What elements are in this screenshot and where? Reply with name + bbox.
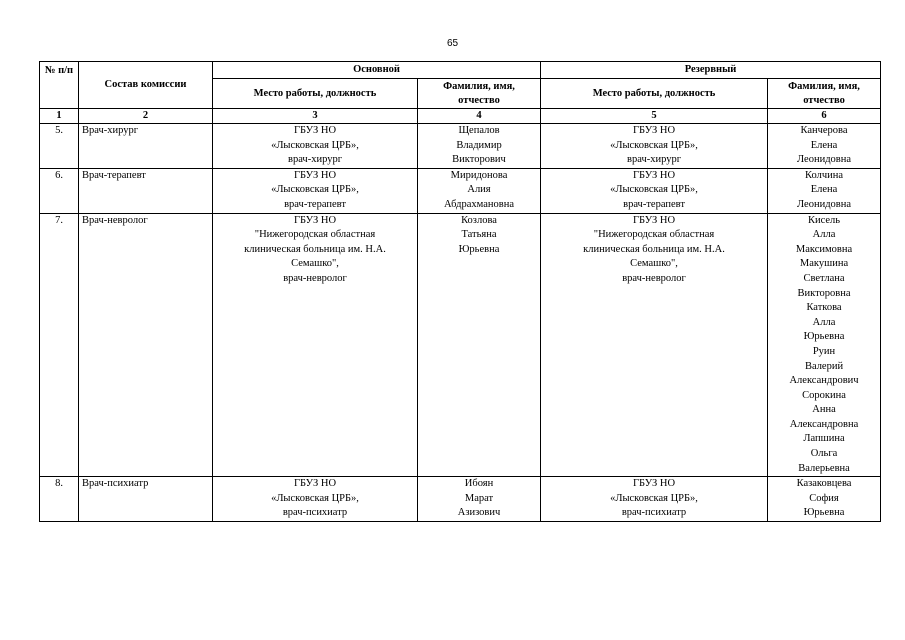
main-fio-cell	[418, 168, 541, 213]
cell-line: ГБУЗ НО	[293, 478, 337, 490]
cell-line: Юрьевна	[458, 243, 500, 255]
cell-line: Валерий	[804, 360, 844, 372]
cell-line: Юрьевна	[803, 507, 845, 519]
reserve-workplace-cell	[541, 213, 768, 477]
cell-line: «Лысковская ЦРБ»,	[610, 492, 698, 504]
reserve-fio-cell	[768, 168, 881, 213]
cell-line: Лапшина	[803, 433, 845, 445]
header-main: Основной	[213, 62, 541, 79]
cell-line: клиническая больница им. Н.А.	[583, 243, 725, 255]
main-workplace-cell	[213, 168, 418, 213]
cell-line: врач-невролог	[283, 272, 347, 284]
row-number-cell: 5.	[40, 124, 79, 169]
cell-line: «Лысковская ЦРБ»,	[610, 139, 698, 151]
cell-line: Каткова	[806, 302, 842, 314]
cell-line: ГБУЗ НО	[293, 169, 337, 181]
column-number: 6	[768, 109, 881, 124]
reserve-workplace-cell	[541, 124, 768, 169]
reserve-workplace-cell	[541, 168, 768, 213]
cell-line: Алия	[467, 184, 491, 196]
cell-line: врач-психиатр	[282, 507, 348, 519]
header-reserve-fio: Фамилия, имя, отчество	[768, 79, 881, 109]
cell-line: Абдрахмановна	[444, 198, 514, 210]
header-composition: Состав комиссии	[79, 62, 213, 109]
row-number-cell: 8.	[40, 477, 79, 522]
cell-line: Марат	[464, 492, 494, 504]
cell-line: ГБУЗ НО	[293, 214, 337, 226]
cell-line: Семашко",	[630, 258, 678, 270]
cell-line: Леонидовна	[797, 198, 852, 210]
table-header	[40, 62, 881, 124]
role-cell: Врач-терапевт	[79, 168, 213, 213]
cell-line: Сорокина	[802, 389, 846, 401]
main-fio-cell	[418, 124, 541, 169]
main-workplace-cell	[213, 477, 418, 522]
cell-line: врач-психиатр	[621, 507, 687, 519]
page-number: 65	[446, 38, 459, 49]
column-number: 1	[40, 109, 79, 124]
cell-line: Миридонова	[450, 169, 508, 181]
table-row	[40, 124, 881, 169]
row-number-cell: 6.	[40, 168, 79, 213]
cell-line: Елена	[810, 139, 838, 151]
cell-line: ГБУЗ НО	[632, 125, 676, 136]
cell-line: "Нижегородская областная	[254, 229, 376, 241]
cell-line: Викторовна	[797, 287, 851, 299]
table-body	[40, 124, 881, 522]
header-main-workplace: Место работы, должность	[213, 79, 418, 109]
cell-line: Кисель	[807, 214, 841, 226]
cell-line: София	[809, 492, 839, 504]
cell-line: Азизович	[457, 507, 501, 519]
cell-line: Викторович	[452, 154, 506, 166]
header-num: № п/п	[40, 62, 79, 109]
cell-line: "Нижегородская областная	[593, 229, 715, 241]
reserve-fio-cell	[768, 213, 881, 477]
cell-line: Семашко",	[291, 258, 339, 270]
reserve-fio-cell	[768, 124, 881, 169]
main-workplace-cell	[213, 213, 418, 477]
cell-line: врач-хирург	[287, 154, 342, 166]
main-fio-cell	[418, 477, 541, 522]
role-cell: Врач-хирург	[79, 124, 213, 169]
table-row	[40, 168, 881, 213]
cell-line: Колчина	[805, 169, 844, 181]
table-row	[40, 477, 881, 522]
role-cell: Врач-психиатр	[79, 477, 213, 522]
cell-line: Владимир	[456, 139, 502, 151]
cell-line: Татьяна	[461, 229, 497, 241]
cell-line: врач-хирург	[627, 154, 682, 166]
cell-line: Ольга	[810, 448, 838, 460]
column-number: 4	[418, 109, 541, 124]
cell-line: «Лысковская ЦРБ»,	[610, 184, 698, 196]
header-main-fio: Фамилия, имя, отчество	[418, 79, 541, 109]
role-cell: Врач-невролог	[79, 213, 213, 477]
main-workplace-cell	[213, 124, 418, 169]
cell-line: Александрович	[789, 375, 859, 387]
cell-line: Казаковцева	[796, 478, 852, 490]
cell-line: Максимовна	[795, 243, 853, 255]
cell-line: Леонидовна	[797, 154, 852, 166]
cell-line: клиническая больница им. Н.А.	[244, 243, 386, 255]
cell-line: Валерьевна	[798, 462, 850, 474]
cell-line: ГБУЗ НО	[293, 125, 337, 136]
cell-line: врач-терапевт	[623, 198, 685, 210]
main-fio-cell	[418, 213, 541, 477]
cell-line: врач-невролог	[622, 272, 686, 284]
cell-line: Юрьевна	[803, 331, 845, 343]
column-number: 5	[541, 109, 768, 124]
cell-line: Щепалов	[458, 125, 500, 136]
cell-line: Светлана	[803, 272, 845, 284]
cell-line: врач-терапевт	[284, 198, 346, 210]
row-number-cell: 7.	[40, 213, 79, 477]
header-reserve-workplace: Место работы, должность	[541, 79, 768, 109]
cell-line: Макушина	[799, 258, 849, 270]
cell-line: Руин	[812, 345, 836, 357]
cell-line: Алла	[812, 229, 836, 241]
cell-line: ГБУЗ НО	[632, 478, 676, 490]
cell-line: ГБУЗ НО	[632, 169, 676, 181]
column-number: 2	[79, 109, 213, 124]
commission-table	[39, 61, 881, 522]
cell-line: «Лысковская ЦРБ»,	[271, 139, 359, 151]
reserve-workplace-cell	[541, 477, 768, 522]
cell-line: Анна	[812, 404, 836, 416]
cell-line: Елена	[810, 184, 838, 196]
header-reserve: Резервный	[541, 62, 881, 79]
column-number-row	[40, 109, 881, 124]
reserve-fio-cell	[768, 477, 881, 522]
cell-line: Александровна	[789, 418, 859, 430]
cell-line: ГБУЗ НО	[632, 214, 676, 226]
column-number: 3	[213, 109, 418, 124]
cell-line: Алла	[812, 316, 836, 328]
cell-line: Ибоян	[464, 478, 494, 490]
cell-line: Канчерова	[800, 125, 848, 136]
cell-line: «Лысковская ЦРБ»,	[271, 492, 359, 504]
table-row	[40, 213, 881, 477]
cell-line: Козлова	[461, 214, 497, 226]
cell-line: «Лысковская ЦРБ»,	[271, 184, 359, 196]
